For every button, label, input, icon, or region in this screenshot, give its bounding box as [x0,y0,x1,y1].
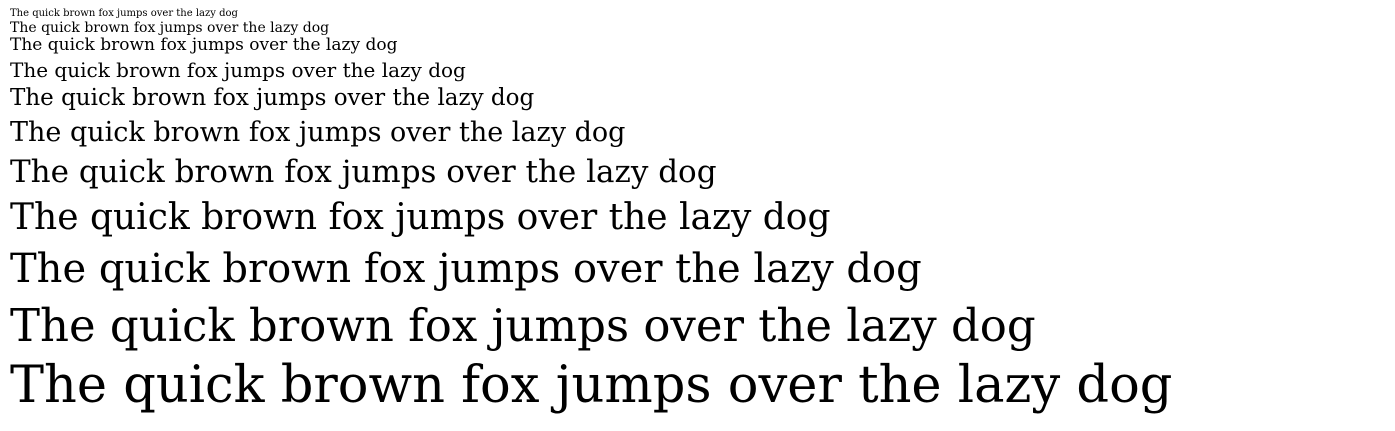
specimen-line: The quick brown fox jumps over the lazy dog [10,58,466,82]
specimen-line: The quick brown fox jumps over the lazy dog [10,117,626,148]
specimen-line: The quick brown fox jumps over the lazy dog [10,85,535,111]
specimen-line: The quick brown fox jumps over the lazy dog [10,246,922,292]
specimen-line: The quick brown fox jumps over the lazy dog [10,35,398,55]
specimen-line: The quick brown fox jumps over the lazy dog [10,8,238,19]
specimen-line: The quick brown fox jumps over the lazy dog [10,299,1036,352]
specimen-line: The quick brown fox jumps over the lazy dog [10,20,330,36]
specimen-line: The quick brown fox jumps over the lazy dog [10,154,717,190]
specimen-line: The quick brown fox jumps over the lazy dog [10,197,831,238]
specimen-line: The quick brown fox jumps over the lazy dog [10,356,1173,415]
